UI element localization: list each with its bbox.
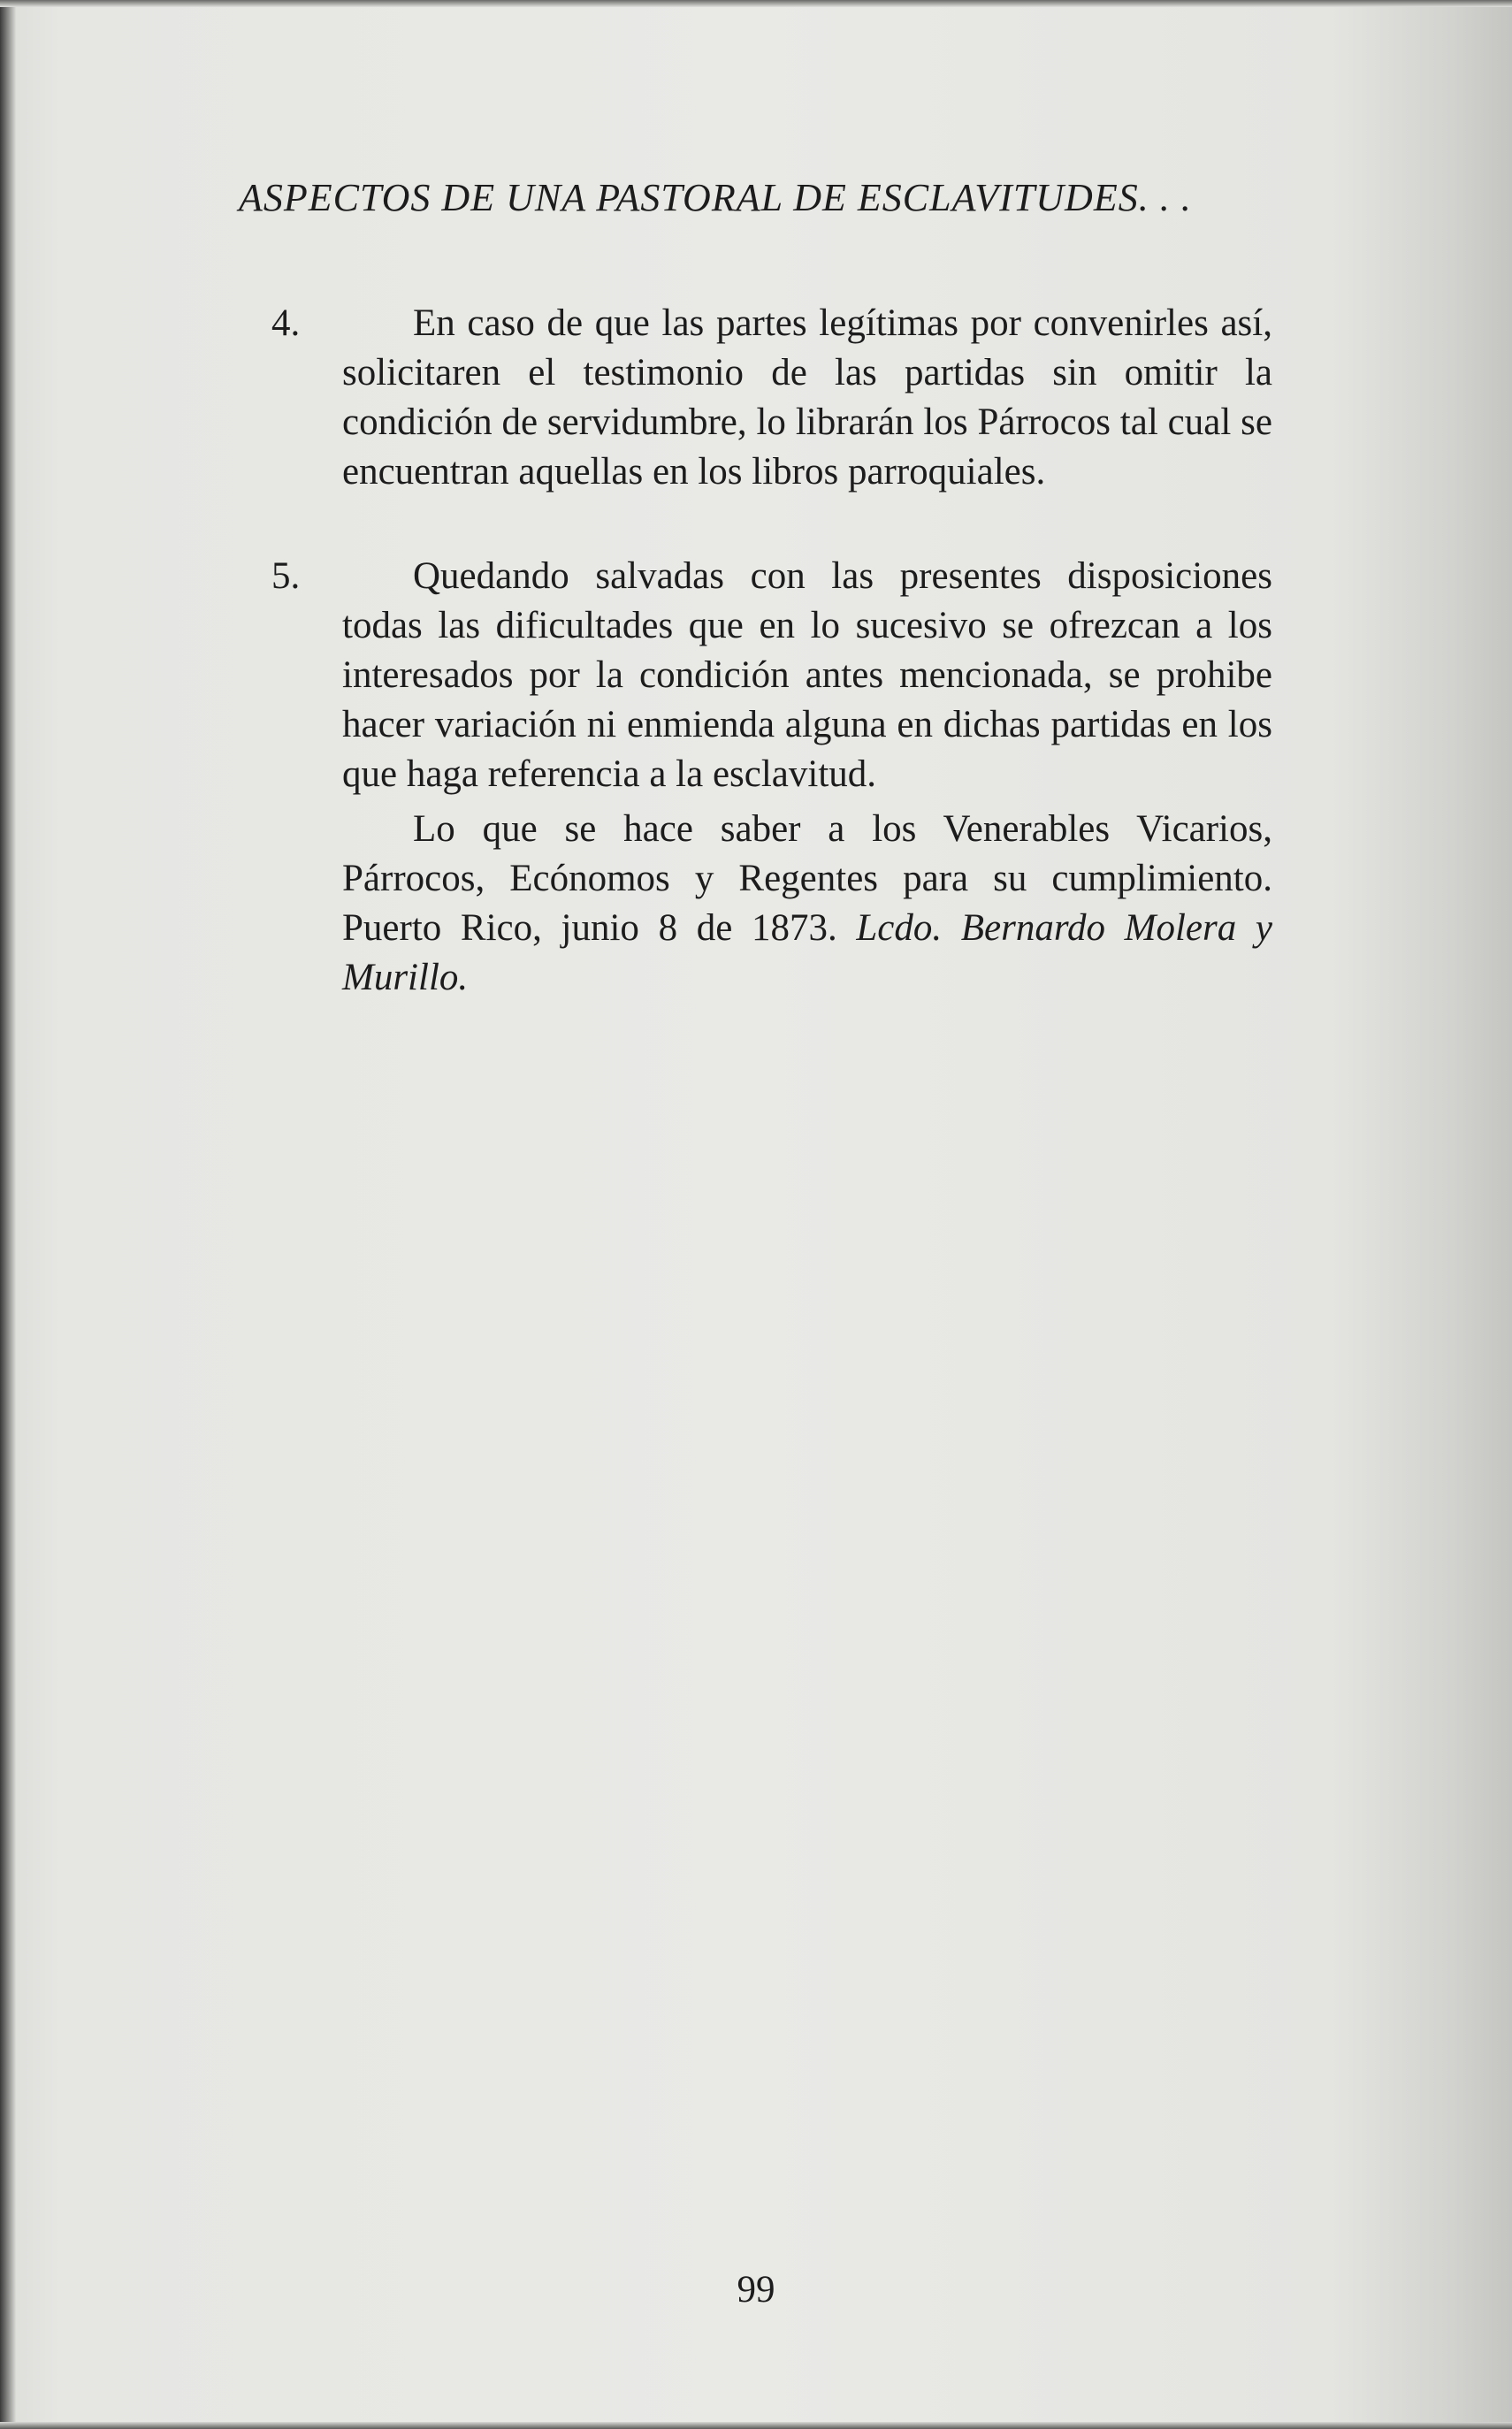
item-text: En caso de que las partes legítimas por convenirles así, solicitaren el testimonio de las partidas sin omitir la condición de servidumbre, lo librarán los Párrocos tal cual se encuentran aquellas en los libros parroquiales. bbox=[342, 302, 1272, 493]
item-number: 5. bbox=[271, 555, 301, 597]
scan-edge-top bbox=[0, 0, 1512, 7]
page-number: 99 bbox=[737, 2269, 775, 2311]
signature: Lcdo. Bernardo Molera y Murillo. bbox=[342, 907, 1272, 998]
closing-paragraph bbox=[342, 805, 1272, 1003]
scan-edge-bottom bbox=[0, 2422, 1512, 2429]
scan-edge-left bbox=[0, 0, 16, 2429]
running-head: ASPECTOS DE UNA PASTORAL DE ESCLAVITUDES. . . bbox=[239, 176, 1192, 219]
closing-text: Lo que se hace saber a los Venerables Vicarios, Párrocos, Ecónomos y Regentes para su cumplimiento. Puerto Rico, junio 8 de 1873. bbox=[342, 808, 1272, 949]
list-item bbox=[271, 299, 1272, 497]
item-number: 4. bbox=[271, 302, 301, 344]
list-item bbox=[271, 552, 1272, 799]
item-text: Quedando salvadas con las presentes disposiciones todas las dificultades que en lo sucesivo se ofrezcan a los interesados por la condición antes mencionada, se prohibe hacer variación ni enmienda alguna en dichas partidas en los que haga referencia a la esclavitud. bbox=[342, 555, 1272, 795]
